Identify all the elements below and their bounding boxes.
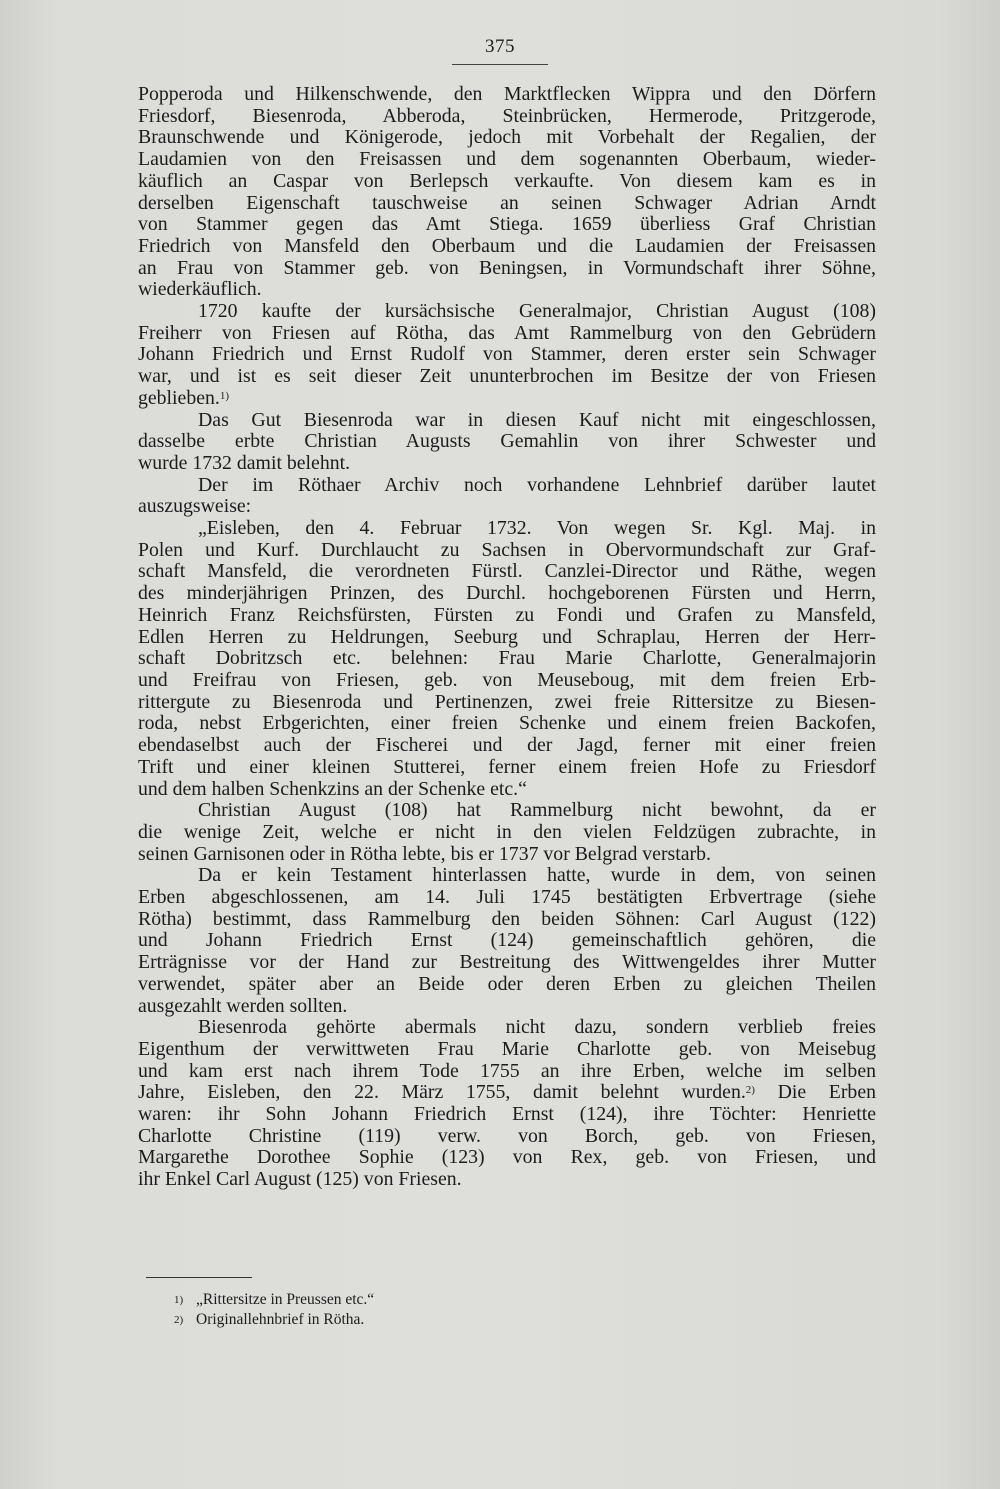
text-line-content: Christian August (108) hat Rammelburg nicht bewohnt, da er: [198, 800, 876, 822]
footnote-text: „Rittersitze in Preussen etc.“: [196, 1291, 375, 1308]
text-line: [138, 301, 876, 323]
text-line-content: Laudamien von den Freisassen und dem sogenannten Oberbaum, wieder-: [138, 149, 876, 171]
text-line-content: war, und ist es seit dieser Zeit ununterbrochen im Besitze der von Friesen: [138, 366, 876, 388]
text-line: [138, 431, 876, 453]
text-line-content: Rötha) bestimmt, dass Rammelburg den beiden Söhnen: Carl August (122): [138, 908, 876, 930]
text-line: [138, 323, 876, 345]
text-line: [138, 800, 876, 822]
text-line-content: auszugsweise:: [138, 496, 252, 518]
text-line-content: rittergute zu Biesenroda und Pertinenzen, zwei freie Rittersitze zu Biesen-: [138, 691, 876, 713]
text-line-content: die wenige Zeit, welche er nicht in den vielen Feldzügen zubrachte, in: [138, 821, 876, 843]
text-line-content: und Johann Friedrich Ernst (124) gemeinschaftlich gehören, die: [138, 930, 876, 952]
text-line-content: und Freifrau von Friesen, geb. von Meuseboug, mit dem freien Erb-: [138, 669, 876, 691]
text-line: [138, 453, 876, 475]
page-number: 375: [485, 36, 515, 57]
text-line: [138, 887, 876, 909]
footnote: [174, 1310, 374, 1330]
text-line: [138, 779, 876, 801]
text-line-content: Biesenroda gehörte abermals nicht dazu, sondern verblieb freies: [198, 1017, 876, 1039]
footnotes: [174, 1290, 375, 1330]
text-line-content: Friesdorf, Biesenroda, Abberoda, Steinbrücken, Hermerode, Pritzgerode,: [138, 105, 876, 127]
text-line: [138, 822, 876, 844]
text-line-content: ebendaselbst auch der Fischerei und der Jagd, ferner mit einer freien: [138, 735, 876, 757]
text-line-content: Eigenthum der verwittweten Frau Marie Charlotte geb. von Meisebug: [138, 1038, 876, 1060]
text-line: [138, 366, 876, 388]
text-line-content: Charlotte Christine (119) verw. von Borch, geb. von Friesen,: [138, 1125, 876, 1147]
footnote-rule: [146, 1277, 252, 1278]
text-line-content: „Eisleben, den 4. Februar 1732. Von wegen Sr. Kgl. Maj. in: [198, 518, 876, 540]
text-line: [138, 1104, 876, 1126]
text-line-content: von Stammer gegen das Amt Stiega. 1659 überliess Graf Christian: [138, 214, 876, 236]
text-line-content: derselben Eigenschaft tauschweise an seinen Schwager Adrian Arndt: [138, 192, 876, 214]
text-line-content: Johann Friedrich und Ernst Rudolf von Stammer, deren erster sein Schwager: [138, 344, 876, 366]
text-line-content: ihr Enkel Carl August (125) von Friesen.: [138, 1169, 462, 1191]
text-line-content: Popperoda und Hilkenschwende, den Marktflecken Wippra und den Dörfern: [138, 84, 876, 105]
text-line: [138, 757, 876, 779]
text-line-content: Polen und Kurf. Durchlaucht zu Sachsen in Obervormundschaft zur Graf-: [138, 539, 876, 561]
text-line: [138, 1017, 876, 1039]
page-number-rule: [452, 64, 548, 65]
footnote-reference: 1): [219, 389, 230, 402]
text-line: [138, 214, 876, 236]
text-line-content: Der im Röthaer Archiv noch vorhandene Lehnbrief darüber lautet: [198, 474, 876, 496]
text-line-content: und kam erst nach ihrem Tode 1755 an ihre Erben, welche im selben: [138, 1060, 876, 1082]
text-line: [138, 410, 876, 432]
text-line: [138, 909, 876, 931]
text-line: [138, 670, 876, 692]
text-line-content: roda, nebst Erbgerichten, einer freien Schenke und einem freien Backofen,: [138, 713, 876, 735]
text-line: [138, 344, 876, 366]
text-line: [138, 1169, 876, 1191]
text-line-content: dasselbe erbte Christian Augusts Gemahlin von ihrer Schwester und: [138, 431, 876, 453]
text-line: [138, 692, 876, 714]
text-line: [138, 561, 876, 583]
text-line-tail: Die Erben: [754, 1082, 876, 1104]
text-line-content: ausgezahlt werden sollten.: [138, 995, 348, 1017]
text-line: [138, 865, 876, 887]
footnote-mark: 1): [174, 1294, 184, 1306]
text-line-content: des minderjährigen Prinzen, des Durchl. hochgeborenen Fürsten und Herrn,: [138, 583, 876, 605]
text-line: [138, 236, 876, 258]
text-line: [138, 583, 876, 605]
text-line-content: Erben abgeschlossenen, am 14. Juli 1745 bestätigten Erbvertrage (siehe: [138, 887, 876, 909]
text-line-content: Erträgnisse vor der Hand zur Bestreitung des Wittwengeldes ihrer Mutter: [138, 952, 876, 974]
text-line: [138, 540, 876, 562]
text-line-content: Friedrich von Mansfeld den Oberbaum und die Laudamien der Freisassen: [138, 235, 876, 257]
text-line: [138, 258, 876, 280]
text-line: [138, 496, 876, 518]
footnote-reference: 2): [745, 1084, 755, 1097]
text-line: [138, 149, 876, 171]
text-line-content: Trift und einer kleinen Stutterei, ferner einem freien Hofe zu Friesdorf: [138, 756, 876, 778]
text-line-content: verwendet, später aber an Beide oder deren Erben zu gleichen Theilen: [138, 973, 876, 995]
text-line: [138, 1147, 876, 1169]
text-line-content: an Frau von Stammer geb. von Beningsen, in Vormundschaft ihrer Söhne,: [138, 257, 876, 279]
text-line: [138, 648, 876, 670]
text-line-content: geblieben.: [138, 387, 220, 409]
text-line: [138, 844, 876, 866]
body-text: [138, 84, 876, 1191]
text-line-content: Freiherr von Friesen auf Rötha, das Amt Rammelburg von den Gebrüdern: [138, 322, 876, 344]
text-line: [138, 106, 876, 128]
footnote-text: Originallehnbrief in Rötha.: [196, 1311, 365, 1328]
text-line: [138, 127, 876, 149]
text-line: [138, 974, 876, 996]
text-line-content: Da er kein Testament hinterlassen hatte, wurde in dem, von seinen: [198, 865, 876, 887]
text-line: [138, 193, 876, 215]
text-line: [138, 475, 876, 497]
text-line: [138, 996, 876, 1018]
text-line: [138, 930, 876, 952]
text-line: [138, 279, 876, 301]
text-line-content: wurde 1732 damit belehnt.: [138, 452, 351, 474]
text-line: [138, 1039, 876, 1061]
text-line-content: Braunschwende und Königerode, jedoch mit Vorbehalt der Regalien, der: [138, 127, 876, 149]
text-line: [138, 1126, 876, 1148]
footnote: [174, 1290, 375, 1310]
text-line: [138, 735, 876, 757]
text-line-content: Heinrich Franz Reichsfürsten, Fürsten zu Fondi und Grafen zu Mansfeld,: [138, 604, 876, 626]
text-line-content: schaft Dobritzsch etc. belehnen: Frau Marie Charlotte, Generalmajorin: [138, 648, 876, 670]
text-line: [138, 605, 876, 627]
text-line: [138, 1082, 876, 1104]
text-line-content: Jahre, Eisleben, den 22. März 1755, damit belehnt wurden.: [138, 1082, 746, 1104]
text-line: [138, 952, 876, 974]
text-line: [138, 171, 876, 193]
text-line: [138, 627, 876, 649]
text-line-content: wiederkäuflich.: [138, 279, 262, 301]
text-line-content: Das Gut Biesenroda war in diesen Kauf nicht mit eingeschlossen,: [198, 409, 876, 431]
text-line-content: Margarethe Dorothee Sophie (123) von Rex, geb. von Friesen, und: [138, 1147, 876, 1169]
text-line-content: käuflich an Caspar von Berlepsch verkaufte. Von diesem kam es in: [138, 170, 876, 192]
text-line-content: schaft Mansfeld, die verordneten Fürstl. Canzlei-Director und Räthe, wegen: [138, 561, 876, 583]
text-line-content: und dem halben Schenkzins an der Schenke etc.“: [138, 778, 527, 800]
text-line-content: Edlen Herren zu Heldrungen, Seeburg und Schraplau, Herren der Herr-: [138, 626, 876, 648]
text-line-content: 1720 kaufte der kursächsische Generalmajor, Christian August (108): [198, 301, 876, 323]
text-line: [138, 1061, 876, 1083]
text-line: [138, 518, 876, 540]
text-line-content: waren: ihr Sohn Johann Friedrich Ernst (124), ihre Töchter: Henriette: [138, 1104, 876, 1126]
text-line: [138, 388, 876, 410]
text-line: [138, 84, 876, 106]
footnote-mark: 2): [174, 1314, 184, 1326]
text-line: [138, 713, 876, 735]
text-line-content: seinen Garnisonen oder in Rötha lebte, bis er 1737 vor Belgrad verstarb.: [138, 843, 711, 865]
